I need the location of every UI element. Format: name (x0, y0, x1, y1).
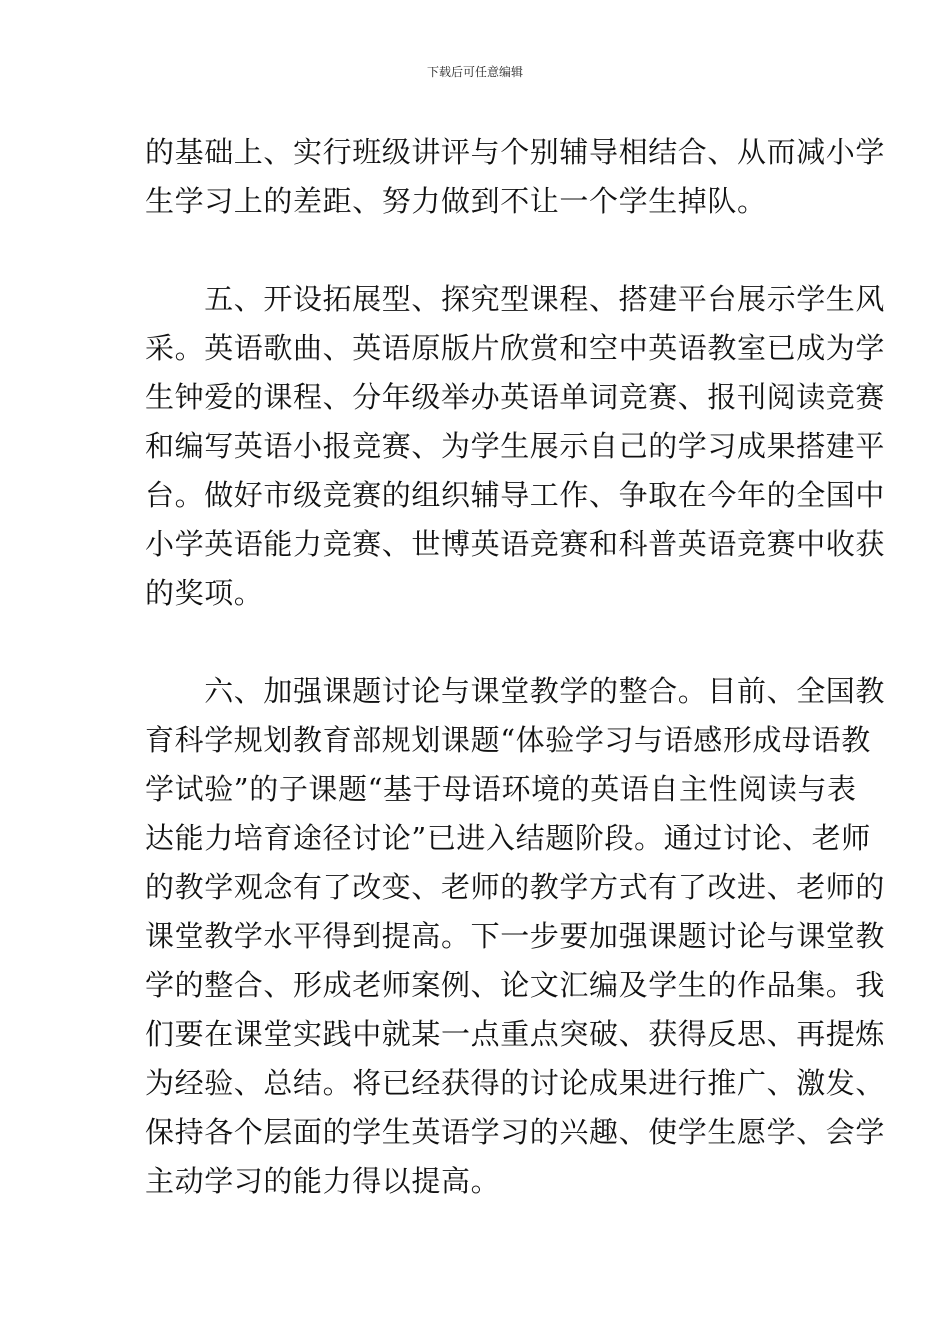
text-line: 们要在课堂实践中就某一点重点突破、获得反思、再提炼 (145, 1017, 886, 1051)
text-line: 的教学观念有了改变、老师的教学方式有了改进、老师的 (145, 870, 886, 904)
paragraph-section-five (145, 275, 886, 618)
text-line: 主动学习的能力得以提高。 (145, 1164, 501, 1198)
text-line: 生钟爱的课程、分年级举办英语单词竞赛、报刊阅读竞赛 (145, 380, 886, 414)
text-line: 采。英语歌曲、英语原版片欣赏和空中英语教室已成为学 (145, 331, 886, 365)
paragraph-section-six (145, 667, 886, 1206)
text-line: 学的整合、形成老师案例、论文汇编及学生的作品集。我 (145, 968, 886, 1002)
text-line: 台。做好市级竞赛的组织辅导工作、争取在今年的全国中 (145, 478, 886, 512)
text-line: 为经验、总结。将已经获得的讨论成果进行推广、激发、 (145, 1066, 886, 1100)
text-line: 达能力培育途径讨论”已进入结题阶段。通过讨论、老师 (145, 821, 871, 855)
text-line: 和编写英语小报竞赛、为学生展示自己的学习成果搭建平 (145, 429, 886, 463)
text-line: 保持各个层面的学生英语学习的兴趣、使学生愿学、会学 (145, 1115, 886, 1149)
paragraph-continuation (145, 128, 886, 226)
text-line: 课堂教学水平得到提高。下一步要加强课题讨论与课堂教 (145, 919, 886, 953)
text-line: 五、开设拓展型、探究型课程、搭建平台展示学生风 (145, 282, 886, 316)
document-body (145, 128, 886, 1206)
text-line: 小学英语能力竞赛、世博英语竞赛和科普英语竞赛中收获 (145, 527, 886, 561)
text-line: 生学习上的差距、努力做到不让一个学生掉队。 (145, 184, 767, 218)
text-line: 六、加强课题讨论与课堂教学的整合。目前、全国教 (145, 674, 886, 708)
text-line: 的奖项。 (145, 576, 264, 610)
text-line: 育科学规划教育部规划课题“体验学习与语感形成母语教 (145, 723, 871, 757)
page-header-note: 下载后可任意编辑 (426, 65, 523, 79)
text-line: 的基础上、实行班级讲评与个别辅导相结合、从而减小学 (145, 135, 886, 169)
text-line: 学试验”的子课题“基于母语环境的英语自主性阅读与表 (145, 772, 857, 806)
